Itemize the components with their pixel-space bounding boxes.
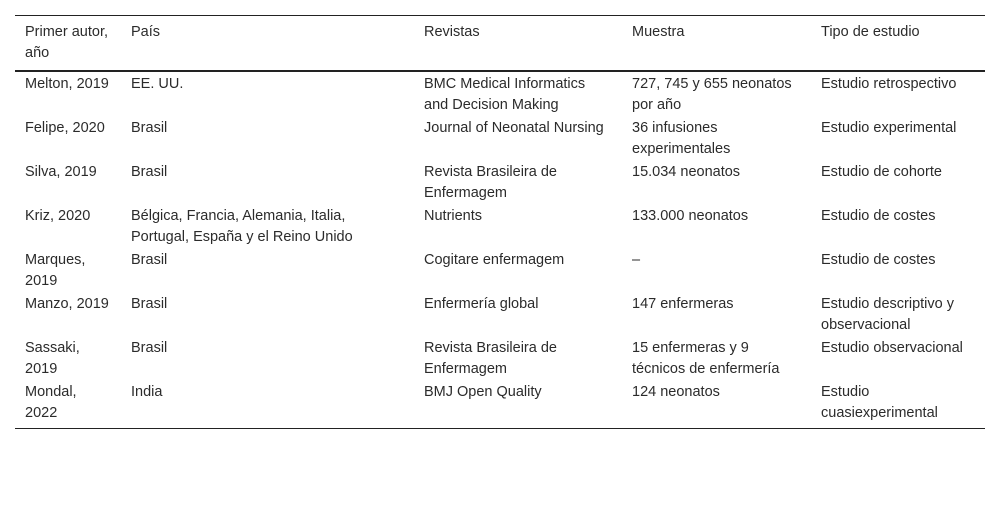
- cell-journal: BMJ Open Quality: [424, 384, 542, 400]
- cell-journal: Journal of Neonatal Nursing: [424, 120, 604, 136]
- cell-country: Brasil: [131, 340, 168, 356]
- cell-study-type: Estudio observacional: [821, 340, 963, 356]
- cell-study-type: Estudio de costes: [821, 252, 936, 268]
- cell-sample: –: [632, 252, 641, 268]
- cell-study-type: Estudio experimental: [821, 120, 957, 136]
- cell-author-year: Mondal, 2022: [25, 384, 77, 421]
- cell-author-year: Sassaki, 2019: [25, 340, 80, 377]
- cell-journal: Enfermería global: [424, 296, 539, 312]
- table-row: [15, 161, 985, 205]
- cell-country: EE. UU.: [131, 76, 184, 92]
- cell-author-year: Marques, 2019: [25, 252, 86, 289]
- cell-study-type: Estudio cuasiexperimental: [821, 384, 938, 421]
- table-body: [15, 71, 985, 429]
- cell-study-type: Estudio descriptivo y observacional: [821, 296, 954, 333]
- studies-table-container: [15, 15, 985, 429]
- header-country: País: [131, 24, 161, 40]
- table-header: [15, 16, 985, 72]
- cell-sample: 124 neonatos: [632, 384, 720, 400]
- cell-country: Brasil: [131, 252, 168, 268]
- cell-author-year: Manzo, 2019: [25, 296, 109, 312]
- header-row: [15, 16, 985, 72]
- studies-table: [15, 15, 985, 429]
- table-row: [15, 117, 985, 161]
- cell-journal: Revista Brasileira de Enfermagem: [424, 340, 557, 377]
- header-study-type: Tipo de estudio: [821, 24, 920, 40]
- cell-journal: Cogitare enfermagem: [424, 252, 565, 268]
- header-journal: Revistas: [424, 24, 480, 40]
- cell-journal: BMC Medical Informatics and Decision Making: [424, 76, 586, 113]
- cell-sample: 15 enfermeras y 9 técnicos de enfermería: [632, 340, 780, 377]
- header-author-year: Primer autor, año: [25, 24, 108, 61]
- table-row: [15, 71, 985, 117]
- cell-study-type: Estudio de costes: [821, 208, 936, 224]
- cell-sample: 36 infusiones experimentales: [632, 120, 731, 157]
- table-row: [15, 205, 985, 249]
- cell-country: Brasil: [131, 120, 168, 136]
- cell-sample: 727, 745 y 655 neonatos por año: [632, 76, 792, 113]
- cell-country: Brasil: [131, 164, 168, 180]
- table-row: [15, 249, 985, 293]
- cell-journal: Nutrients: [424, 208, 483, 224]
- table-row: [15, 337, 985, 381]
- cell-sample: 133.000 neonatos: [632, 208, 749, 224]
- cell-country: Bélgica, Francia, Alemania, Italia, Portugal, España y el Reino Unido: [131, 208, 353, 245]
- cell-author-year: Melton, 2019: [25, 76, 109, 92]
- table-row: [15, 293, 985, 337]
- cell-study-type: Estudio retrospectivo: [821, 76, 957, 92]
- cell-sample: 15.034 neonatos: [632, 164, 741, 180]
- cell-author-year: Felipe, 2020: [25, 120, 105, 136]
- cell-author-year: Silva, 2019: [25, 164, 97, 180]
- cell-journal: Revista Brasileira de Enfermagem: [424, 164, 557, 201]
- cell-country: Brasil: [131, 296, 168, 312]
- cell-sample: 147 enfermeras: [632, 296, 734, 312]
- cell-country: India: [131, 384, 163, 400]
- table-row: [15, 381, 985, 429]
- cell-author-year: Kriz, 2020: [25, 208, 91, 224]
- cell-study-type: Estudio de cohorte: [821, 164, 942, 180]
- header-sample: Muestra: [632, 24, 685, 40]
